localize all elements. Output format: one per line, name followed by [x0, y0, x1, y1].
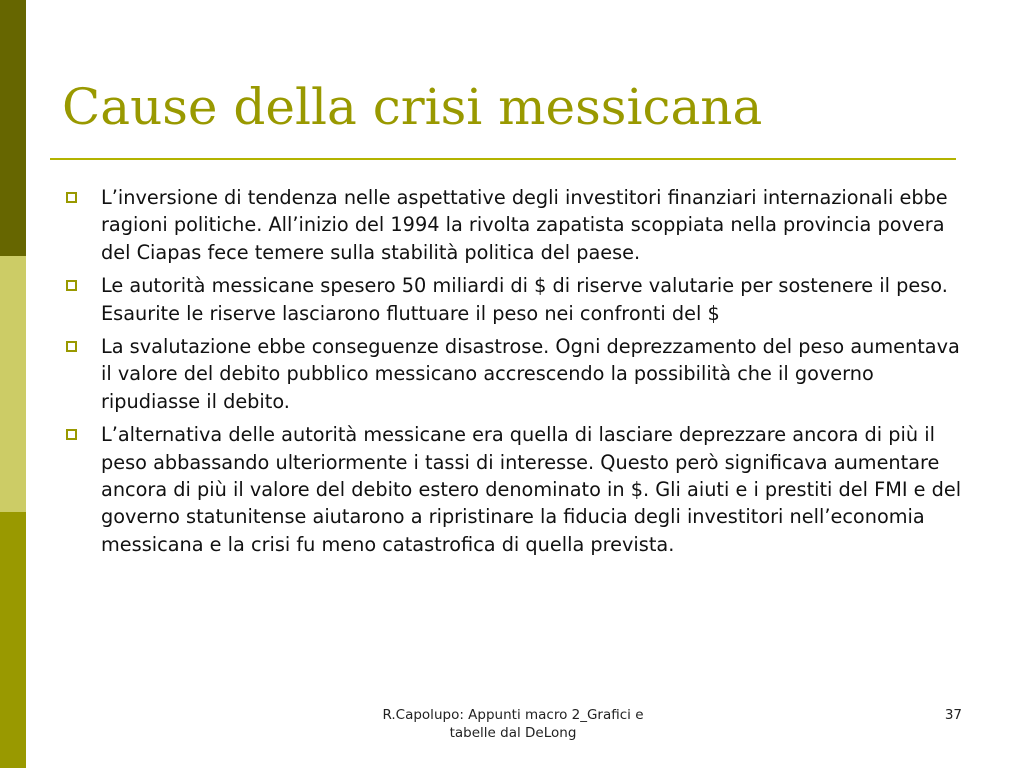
- bullet-item: [64, 333, 969, 415]
- bullet-list: [64, 184, 969, 564]
- hollow-square-bullet-icon: [66, 192, 77, 203]
- bullet-item: [64, 184, 969, 266]
- sidebar-stripe-olive: [0, 512, 26, 768]
- slide-title: Cause della crisi messicana: [62, 78, 763, 136]
- bullet-item: [64, 272, 969, 327]
- bullet-text: La svalutazione ebbe conseguenze disastrose. Ogni deprezzamento del peso aumentava il valore del debito pubblico messicano accrescendo la possibilità che il governo ripudiasse il debito.: [101, 335, 960, 413]
- bullet-text: Le autorità messicane spesero 50 miliardi di $ di riserve valutarie per sostenere il peso. Esaurite le riserve lasciarono fluttuare il peso nei confronti del $: [101, 274, 948, 325]
- hollow-square-bullet-icon: [66, 280, 77, 291]
- bullet-text: L’alternativa delle autorità messicane era quella di lasciare deprezzare ancora di più il peso abbassando ulteriormente i tassi di interesse. Questo però significava aumentare ancora di più il valore del debito estero denominato in $. Gli aiuti e i prestiti del FMI e del governo statunitense aiutarono a ripristinare la fiducia degli investitori nell’economia messicana e la crisi fu meno catastrofica di quella prevista.: [101, 423, 962, 556]
- sidebar-stripe-light: [0, 256, 26, 512]
- title-divider: [50, 158, 956, 160]
- page-number: 37: [944, 707, 962, 723]
- sidebar-stripe-dark: [0, 0, 26, 256]
- hollow-square-bullet-icon: [66, 429, 77, 440]
- bullet-item: [64, 421, 969, 558]
- bullet-text: L’inversione di tendenza nelle aspettative degli investitori finanziari internazionali ebbe ragioni politiche. All’inizio del 1994 la rivolta zapatista scoppiata nella provincia povera del Ciapas fece temere sulla stabilità politica del paese.: [101, 186, 948, 264]
- hollow-square-bullet-icon: [66, 341, 77, 352]
- footer-source: R.Capolupo: Appunti macro 2_Grafici e tabelle dal DeLong: [382, 707, 644, 741]
